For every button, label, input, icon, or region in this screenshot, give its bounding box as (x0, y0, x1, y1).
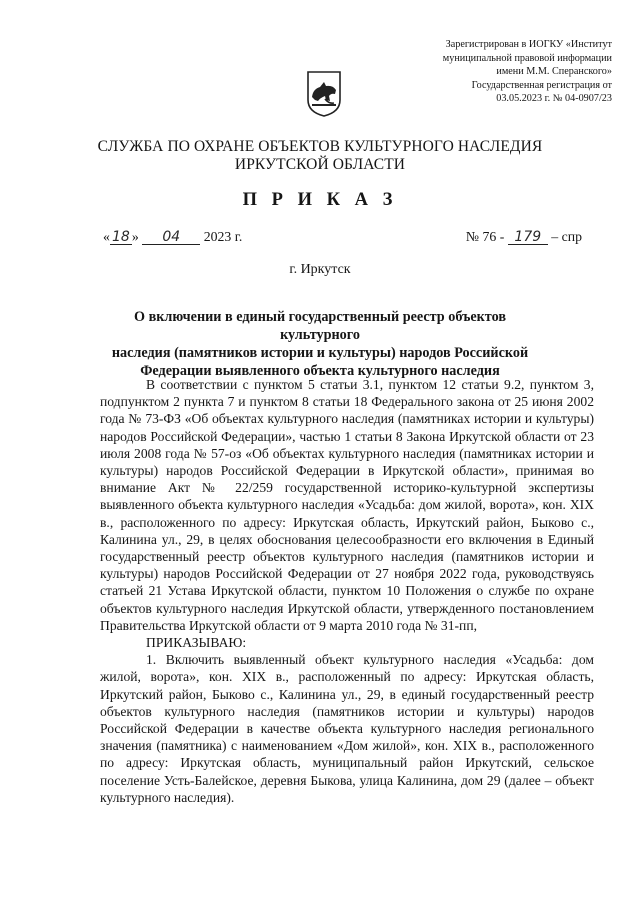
stamp-line: имени М.М. Сперанского» (496, 66, 612, 78)
subject-line: О включении в единый государственный реестр объектов культурного (133, 309, 506, 343)
stamp-line: Государственная регистрация от (471, 79, 612, 91)
document-body (100, 376, 594, 806)
irkutsk-coat-of-arms-icon (306, 70, 342, 118)
stamp-line: 03.05.2023 г. № 04-0907/23 (496, 93, 612, 105)
order-word: ПРИКАЗЫВАЮ: (146, 635, 247, 651)
number-prefix: № 76 - (465, 229, 505, 244)
stamp-line: муниципальной правовой информации (442, 52, 612, 64)
order-date (103, 229, 242, 245)
date-close-quote: » (131, 229, 139, 244)
date-month: 04 (142, 230, 200, 245)
date-open-quote: « (103, 229, 110, 244)
agency-line: ИРКУТСКОЙ ОБЛАСТИ (234, 156, 406, 173)
agency-line: СЛУЖБА ПО ОХРАНЕ ОБЪЕКТОВ КУЛЬТУРНОГО НАСЛЕДИЯ (97, 138, 543, 155)
subject-line: наследия (памятников истории и культуры) народов Российской (111, 345, 529, 361)
document-subject (100, 308, 540, 380)
item-1-paragraph: 1. Включить выявленный объект культурного наследия «Усадьба: дом жилой, ворота», кон. XIX в., расположенный по адресу: Иркутская область, Иркутский район, Быково с., Калинина ул., 29, в единый государственный реестр объектов культурного наследия (памятников истории и культуры) народов Российской Федерации в качестве объекта культурного наследия регионального значения (памятника) с наименованием «Дом жилой», кон. XIX в., расположенного по адресу: Иркутская область, муниципальный район Иркутский, сельское поселение Усть-Балейское, деревня Быкова, улица Калинина, дом 29 (далее – объект культурного наследия). (100, 652, 594, 805)
stamp-line: Зарегистрирован в ИОГКУ «Институт (445, 39, 612, 50)
number-value: 179 (508, 230, 548, 245)
preamble-paragraph: В соответствии с пунктом 5 статьи 3.1, пунктом 12 статьи 9.2, пунктом 3, подпунктом 2 пункта 7 и пунктом 8 статьи 18 Федерального закона от 25 июня 2002 года № 73-ФЗ «Об объектах культурного наследия (памятниках истории и культуры) народов Российской Федерации», частью 1 статьи 8 Закона Иркутской области от 23 июля 2008 года № 57-оз «Об объектах культурного наследия (памятниках истории и культуры) народов Российской Федерации в Иркутской области», принимая во внимание Акт № 22/259 государственной историко-культурной экспертизы выявленного объекта культурного наследия «Усадьба: дом жилой, ворота», кон. XIX в., расположенного по адресу: Иркутская область, Иркутский район, Быково с., Калинина ул., 29, в целях обоснования целесообразности его включения в Единый государственный реестр объектов культурного наследия (памятников истории и культуры) народов Российской Федерации от 27 ноября 2022 года, руководствуясь статьей 21 Устава Иркутской области, пунктом 10 Положения о службе по охране объектов культурного наследия Иркутской области, утвержденного постановлением Правительства Иркутской области от 9 марта 2010 года № 31-пп, (100, 377, 594, 633)
order-number (466, 229, 582, 245)
date-day: 18 (110, 230, 132, 245)
registration-stamp (392, 38, 612, 106)
document-type-title: П Р И К А З (242, 190, 398, 210)
city: г. Иркутск (289, 262, 351, 277)
number-suffix: – спр (551, 229, 582, 244)
agency-name (0, 138, 640, 174)
subject-line: Федерации выявленного объекта культурного наследия (140, 363, 500, 379)
date-year: 2023 г. (203, 229, 243, 244)
